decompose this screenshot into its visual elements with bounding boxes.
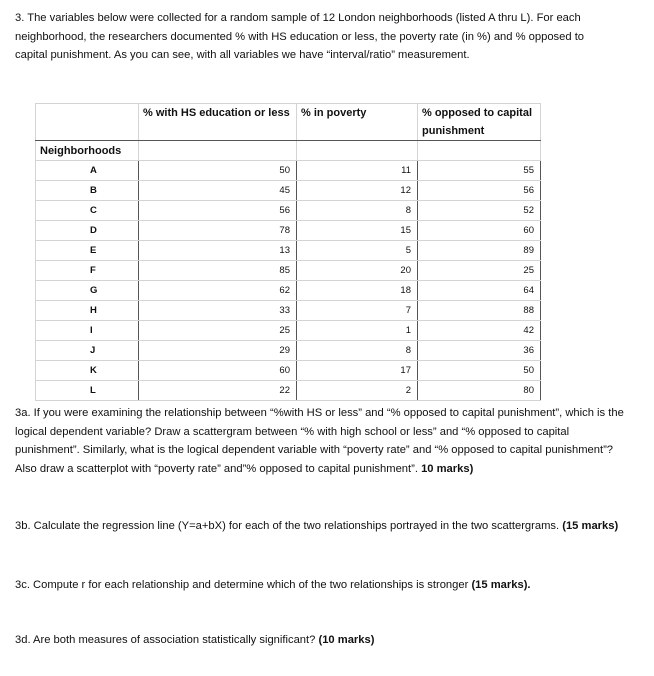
question-3a [15, 404, 625, 478]
neighborhood-label: C [36, 201, 139, 221]
opposed-value: 55 [418, 161, 541, 181]
data-table [35, 103, 541, 401]
poverty-value: 5 [297, 241, 418, 261]
neighborhood-label: H [36, 301, 139, 321]
empty-header-cell [36, 104, 139, 141]
neighborhood-label: G [36, 281, 139, 301]
table-row [36, 381, 541, 401]
table-row [36, 261, 541, 281]
poverty-value: 20 [297, 261, 418, 281]
hs-value: 29 [139, 341, 297, 361]
table-row [36, 161, 541, 181]
hs-value: 25 [139, 321, 297, 341]
header-opposed: % opposed to capital punishment [418, 104, 541, 141]
poverty-value: 1 [297, 321, 418, 341]
intro-paragraph: 3. The variables below were collected for a random sample of 12 London neighborhoods (listed A thru L). For each neighborhood, the researchers documented % with HS education or less, the poverty rate (in %) and % opposed to capital punishment. As you can see, with all variables we have “interval/ratio” measurement. [15, 12, 585, 61]
opposed-value: 89 [418, 241, 541, 261]
table-header-row [36, 104, 541, 141]
opposed-value: 64 [418, 281, 541, 301]
hs-value: 13 [139, 241, 297, 261]
neighborhood-label: F [36, 261, 139, 281]
poverty-value: 8 [297, 341, 418, 361]
table-row [36, 221, 541, 241]
neighborhood-label: J [36, 341, 139, 361]
hs-value: 45 [139, 181, 297, 201]
question-3b-marks: (15 marks) [562, 520, 619, 532]
neighborhood-label: L [36, 381, 139, 401]
question-3b [15, 517, 625, 536]
hs-value: 56 [139, 201, 297, 221]
poverty-value: 17 [297, 361, 418, 381]
neighborhood-label: K [36, 361, 139, 381]
opposed-value: 88 [418, 301, 541, 321]
question-3a-text: 3a. If you were examining the relationship between “%with HS or less” and “% opposed to capital punishment”, which is the logical dependent variable? Draw a scattergram between “% with high school or less” and “% opposed to capital punishment”. Similarly, what is the logical dependent variable with “poverty rate” and “% opposed to capital punishment”? Also draw a scatterplot with “poverty rate” and”% opposed to capital punishment”. [15, 407, 624, 475]
table-row [36, 341, 541, 361]
poverty-value: 12 [297, 181, 418, 201]
question-3d-text: 3d. Are both measures of association statistically significant? [15, 634, 316, 646]
blank-cell [139, 141, 297, 161]
poverty-value: 8 [297, 201, 418, 221]
hs-value: 22 [139, 381, 297, 401]
opposed-value: 80 [418, 381, 541, 401]
table-row [36, 321, 541, 341]
table-row [36, 281, 541, 301]
blank-cell [297, 141, 418, 161]
question-3d-marks: (10 marks) [318, 634, 375, 646]
poverty-value: 11 [297, 161, 418, 181]
header-hs-education: % with HS education or less [139, 104, 297, 141]
table-body [36, 161, 541, 401]
question-3c [15, 576, 625, 595]
hs-value: 85 [139, 261, 297, 281]
opposed-value: 25 [418, 261, 541, 281]
hs-value: 78 [139, 221, 297, 241]
opposed-value: 36 [418, 341, 541, 361]
poverty-value: 2 [297, 381, 418, 401]
hs-value: 62 [139, 281, 297, 301]
hs-value: 50 [139, 161, 297, 181]
blank-cell [418, 141, 541, 161]
opposed-value: 60 [418, 221, 541, 241]
opposed-value: 42 [418, 321, 541, 341]
row-header-row [36, 141, 541, 161]
question-3d [15, 631, 625, 650]
hs-value: 60 [139, 361, 297, 381]
neighborhood-label: D [36, 221, 139, 241]
poverty-value: 7 [297, 301, 418, 321]
header-poverty: % in poverty [297, 104, 418, 141]
question-3b-text: 3b. Calculate the regression line (Y=a+bX) for each of the two relationships portrayed in the two scattergrams. [15, 520, 560, 532]
neighborhood-label: A [36, 161, 139, 181]
table-row [36, 361, 541, 381]
neighborhood-label: E [36, 241, 139, 261]
table-row [36, 301, 541, 321]
table-row [36, 241, 541, 261]
poverty-value: 18 [297, 281, 418, 301]
question-3a-marks: 10 marks) [421, 462, 474, 475]
question-3c-marks: (15 marks). [471, 579, 531, 591]
opposed-value: 56 [418, 181, 541, 201]
opposed-value: 52 [418, 201, 541, 221]
neighborhood-label: B [36, 181, 139, 201]
table-row [36, 201, 541, 221]
row-header-neighborhoods: Neighborhoods [36, 141, 139, 161]
table-row [36, 181, 541, 201]
opposed-value: 50 [418, 361, 541, 381]
neighborhood-label: I [36, 321, 139, 341]
question-3c-text: 3c. Compute r for each relationship and determine which of the two relationships is stronger [15, 579, 469, 591]
hs-value: 33 [139, 301, 297, 321]
poverty-value: 15 [297, 221, 418, 241]
